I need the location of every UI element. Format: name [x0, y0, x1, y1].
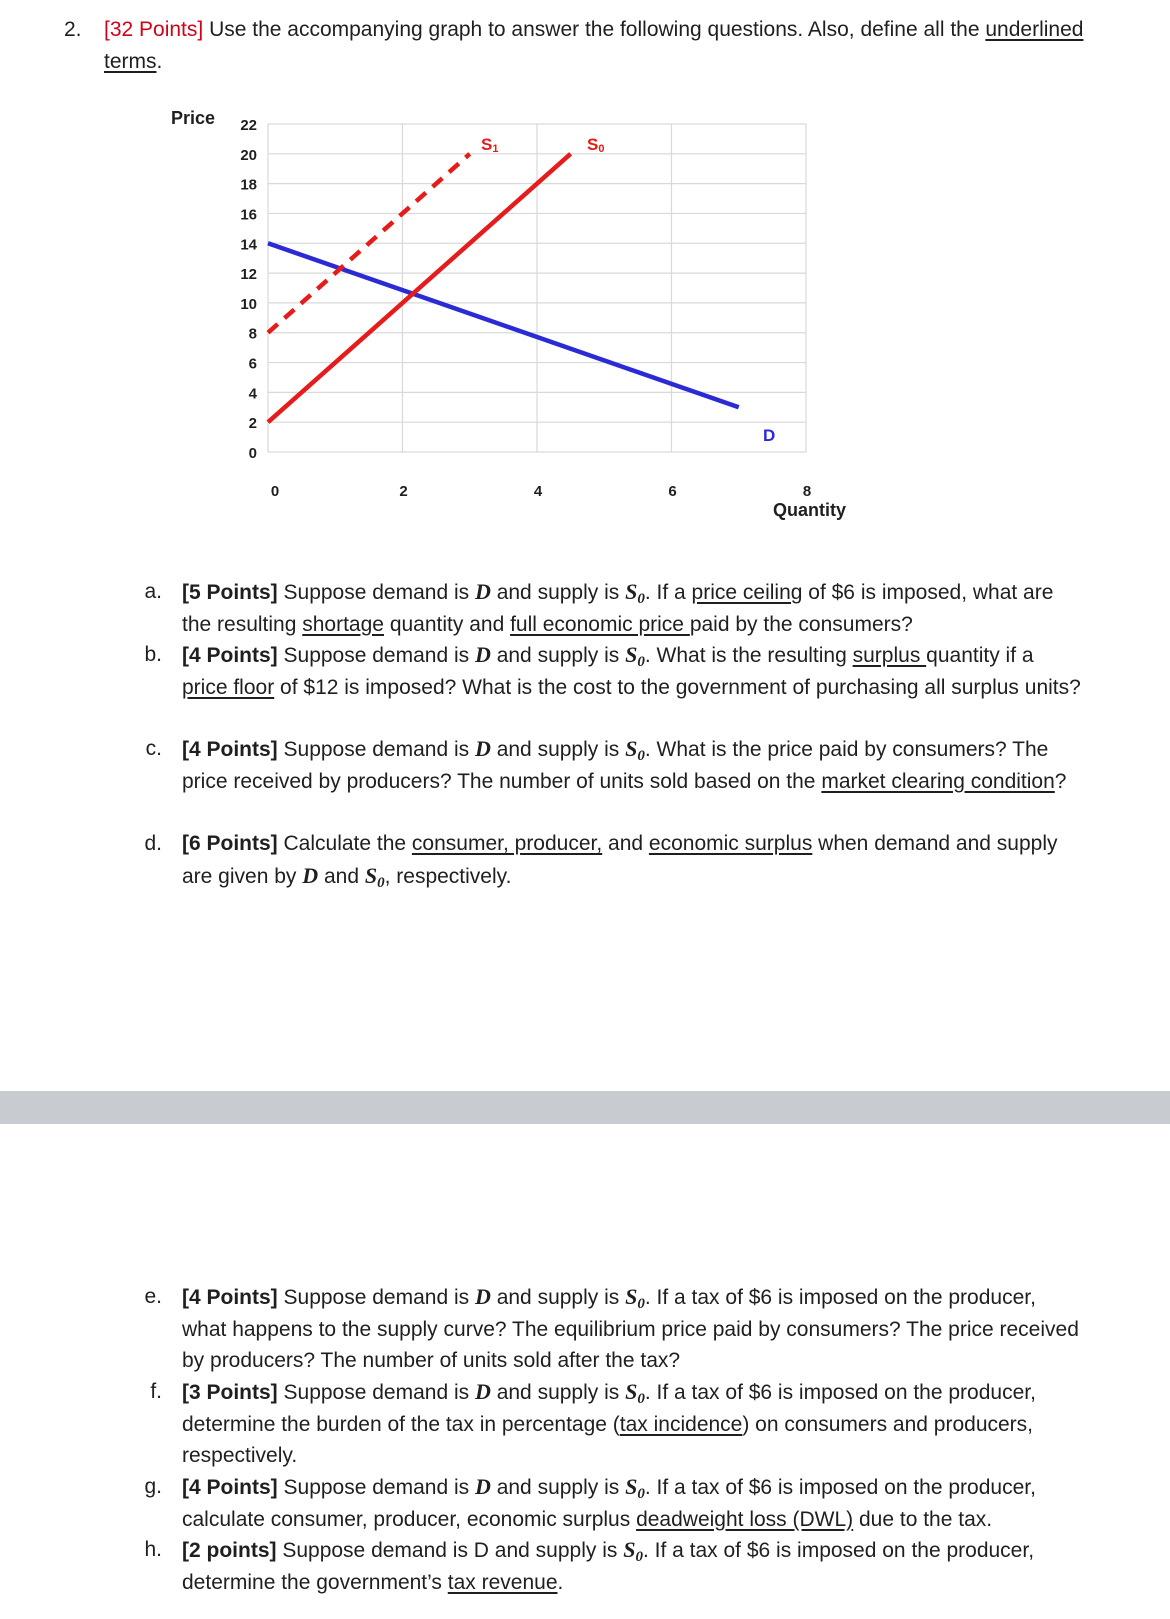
series-label-s1: S1	[481, 135, 499, 155]
question-h	[182, 1534, 1082, 1598]
question-text: when demand and supply are given by	[182, 832, 1058, 888]
x-tick-label: 0	[270, 483, 280, 500]
math-symbol: D	[474, 1474, 491, 1499]
math-symbol: $S_0$	[625, 1284, 645, 1312]
question-letter-d: d.	[144, 832, 162, 855]
question-text: Calculate the	[277, 832, 412, 855]
y-tick-label: 20	[240, 146, 257, 164]
question-text: . What is the resulting	[644, 644, 853, 667]
math-symbol: D	[474, 736, 491, 761]
math-subscript: 0	[637, 1296, 645, 1312]
series-label-s0: S0	[587, 135, 605, 155]
question-text: , respectively.	[384, 864, 512, 888]
points-label: [4 Points]	[182, 644, 278, 667]
question-text: paid by the consumers?	[689, 612, 913, 636]
question-text: . If a tax of $6 is imposed on the producer, determine the government’s	[182, 1539, 1035, 1594]
question-text: and supply is	[490, 1381, 626, 1404]
question-text: Suppose demand is	[277, 1381, 475, 1404]
math-symbol: $S_0$	[625, 642, 645, 670]
math-symbol: D	[302, 862, 319, 888]
x-tick-label: 6	[668, 483, 677, 500]
question-text: Suppose demand is	[277, 1286, 475, 1309]
y-tick-label: 10	[240, 295, 257, 313]
question-text: and supply is	[490, 1286, 626, 1309]
math-symbol: $S_0$	[625, 579, 645, 607]
question-number: 2.	[64, 18, 82, 41]
points-label: [4 Points]	[182, 1476, 278, 1499]
y-tick-label: 8	[248, 325, 257, 343]
math-symbol: $S_0$	[623, 1537, 643, 1565]
question-letter-g: g.	[144, 1475, 162, 1498]
question-letter-f: f.	[150, 1380, 162, 1403]
y-tick-label: 0	[248, 445, 257, 462]
y-tick-labels	[240, 117, 257, 462]
math-subscript: 0	[637, 654, 645, 670]
question-text: . If a tax of $6 is imposed on the producer, calculate consumer, producer, economic surplus	[182, 1476, 1036, 1531]
underlined-term: surplus	[852, 644, 927, 667]
underlined-term: consumer, producer,	[411, 832, 603, 855]
underlined-term: economic surplus	[648, 832, 813, 855]
math-symbol: D	[474, 1284, 491, 1309]
y-tick-label: 22	[240, 117, 257, 134]
math-subscript: 0	[377, 874, 385, 891]
y-tick-label: 6	[248, 355, 257, 373]
question-f	[182, 1376, 1082, 1472]
question-text: and	[602, 832, 649, 855]
underlined-term: deadweight loss (DWL)	[636, 1507, 854, 1531]
underlined-term: price ceiling	[691, 581, 803, 604]
y-tick-label: 14	[240, 236, 257, 254]
points-label: [4 Points]	[182, 1286, 278, 1309]
header-period: .	[156, 49, 163, 73]
underlined-terms: underlined terms	[104, 18, 1084, 73]
question-text: and	[318, 864, 365, 888]
question-text: Suppose demand is	[277, 644, 475, 667]
question-text: and supply is	[490, 738, 626, 761]
points-label: [5 Points]	[182, 581, 278, 604]
supply-demand-chart	[0, 95, 1170, 535]
points-label: [4 Points]	[182, 738, 278, 761]
x-tick-label: 2	[399, 483, 408, 500]
question-letter-a: a.	[144, 580, 162, 603]
points-label: [6 Points]	[182, 832, 278, 855]
question-d	[182, 828, 1082, 892]
question-letter-e: e.	[144, 1285, 162, 1308]
math-subscript: 0	[637, 1486, 645, 1502]
underlined-term: tax revenue	[447, 1570, 558, 1594]
y-tick-label: 12	[240, 266, 257, 284]
y-tick-label: 4	[248, 385, 257, 403]
y-axis-label: Price	[171, 108, 216, 128]
math-symbol: $S_0$	[625, 1474, 645, 1502]
question-header	[104, 14, 1104, 77]
question-text: . If a tax of $6 is imposed on the producer, what happens to the supply curve? The equilibrium price paid by consumers? The price received by producers? The number of units sold after the tax?	[182, 1286, 1079, 1372]
question-text: and supply is	[490, 1476, 626, 1499]
question-text: Suppose demand is	[277, 1476, 475, 1499]
question-text: .	[557, 1570, 564, 1594]
question-text: quantity if a	[926, 644, 1034, 667]
question-letter-b: b.	[144, 643, 162, 666]
math-symbol: $S_0$	[364, 862, 385, 891]
math-subscript: 0	[637, 591, 645, 607]
chart-series	[268, 154, 739, 422]
question-letter-c: c.	[145, 737, 162, 760]
math-symbol: $S_0$	[625, 1379, 645, 1407]
question-text: due to the tax.	[853, 1507, 993, 1531]
x-tick-label: 4	[533, 483, 543, 500]
question-text: Suppose demand is D and supply is	[276, 1539, 624, 1562]
underlined-term: market clearing condition	[821, 769, 1055, 793]
question-text: . What is the price paid by consumers? The price received by producers? The number of units sold based on the	[182, 738, 1049, 793]
math-symbol: D	[474, 642, 491, 667]
x-tick-label: 8	[802, 483, 812, 500]
math-symbol: $S_0$	[625, 736, 645, 764]
question-text: quantity and	[383, 612, 511, 636]
question-a	[182, 576, 1082, 640]
question-text: ) on consumers and producers, respectively.	[182, 1412, 1034, 1467]
y-tick-label: 18	[240, 176, 257, 194]
underlined-term: shortage	[302, 612, 384, 636]
page-separator	[0, 1091, 1170, 1124]
points-label: [2 points]	[182, 1539, 277, 1562]
question-text: . If a tax of $6 is imposed on the producer, determine the burden of the tax in percentage (	[182, 1381, 1036, 1436]
math-symbol: D	[474, 579, 491, 604]
x-axis-label: Quantity	[773, 500, 847, 520]
question-text: of $6 is imposed, what are the resulting	[182, 581, 1054, 636]
underlined-term: price floor	[182, 675, 275, 699]
question-g	[182, 1471, 1082, 1535]
question-text: Suppose demand is	[277, 581, 475, 604]
question-text: and supply is	[490, 581, 626, 604]
math-symbol: D	[474, 1379, 491, 1404]
points-label: [3 Points]	[182, 1381, 278, 1404]
question-text: of $12 is imposed? What is the cost to the government of purchasing all surplus units?	[274, 675, 1081, 699]
question-text: . If a	[644, 581, 692, 604]
series-label-d: D	[763, 426, 776, 445]
total-points: [32 Points]	[104, 18, 204, 41]
underlined-term: tax incidence	[619, 1412, 743, 1436]
question-text: Suppose demand is	[277, 738, 475, 761]
math-subscript: 0	[637, 1391, 645, 1407]
question-b	[182, 639, 1082, 703]
question-e	[182, 1281, 1082, 1377]
x-tick-labels	[271, 483, 811, 500]
question-letter-h: h.	[144, 1538, 162, 1561]
header-text: Use the accompanying graph to answer the following questions. Also, define all the	[203, 18, 986, 41]
question-c	[182, 733, 1082, 797]
y-tick-label: 16	[240, 206, 257, 224]
series-line-s0	[268, 154, 571, 422]
question-text: and supply is	[490, 644, 626, 667]
underlined-term: full economic price	[510, 612, 690, 636]
math-subscript: 0	[635, 1549, 643, 1565]
question-text: ?	[1054, 769, 1067, 793]
math-subscript: 0	[637, 748, 645, 764]
y-tick-label: 2	[248, 415, 257, 433]
